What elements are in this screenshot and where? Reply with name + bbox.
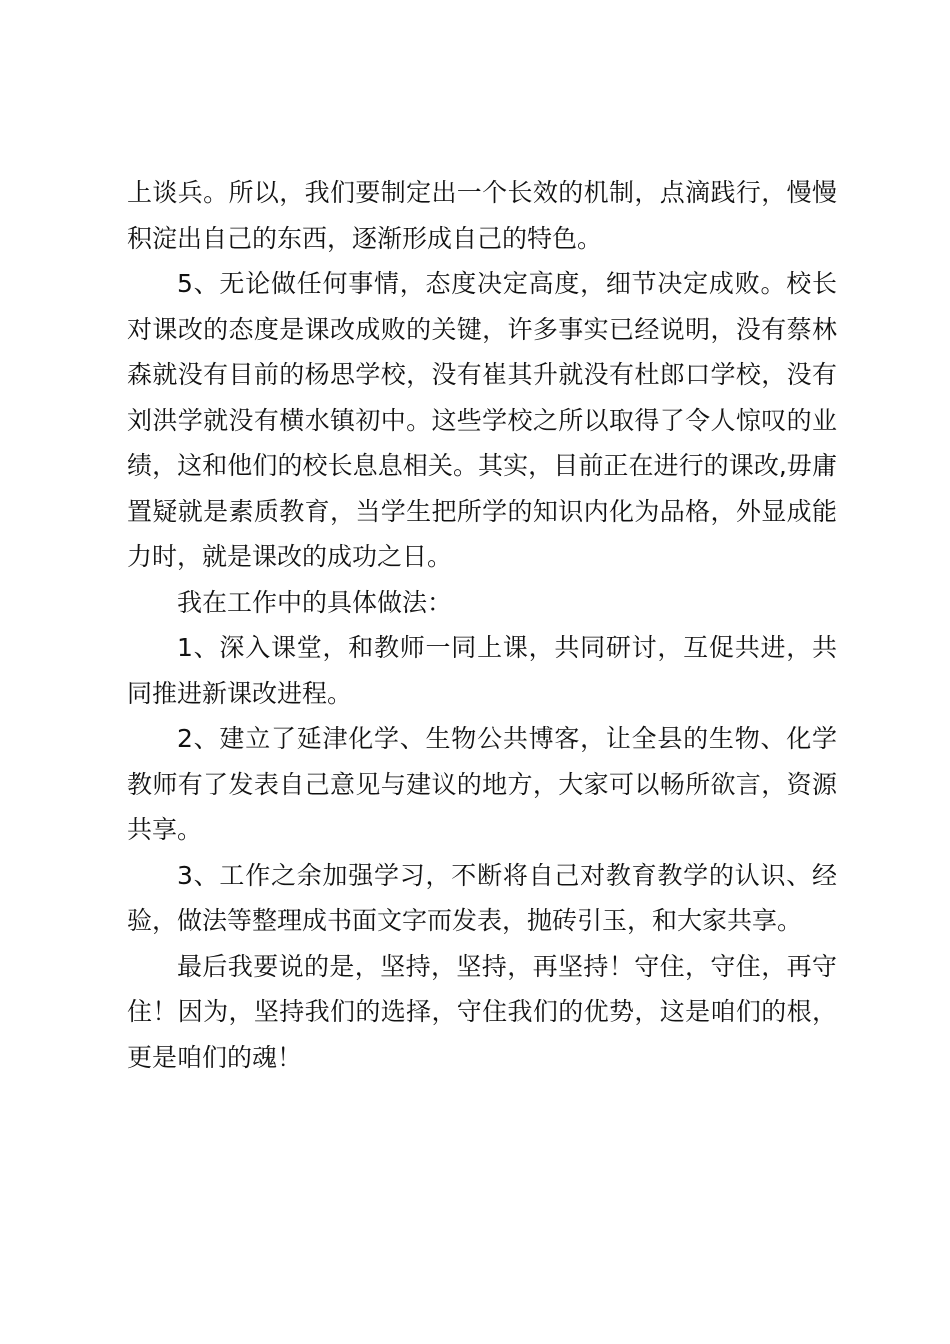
paragraph-point-5: 5、无论做任何事情，态度决定高度，细节决定成败。校长对课改的态度是课改成败的关键，许多事实已经说明，没有蔡林森就没有目前的杨思学校，没有崔其升就没有杜郎口学校，没有刘洪学就没有横水镇初中。这些学校之所以取得了令人惊叹的业绩，这和他们的校长息息相关。其实，目前正在进行的课改,毋庸置疑就是素质教育，当学生把所学的知识内化为品格，外显成能力时，就是课改的成功之日。 [127, 269, 837, 571]
paragraph-practice-2: 2、建立了延津化学、生物公共博客，让全县的生物、化学教师有了发表自己意见与建议的地方，大家可以畅所欲言，资源共享。 [127, 724, 837, 844]
paragraph-conclusion: 最后我要说的是，坚持，坚持，再坚持！守住，守住，再守住！因为，坚持我们的选择，守住我们的优势，这是咱们的根，更是咱们的魂！ [127, 951, 837, 1072]
paragraph-practice-1: 1、深入课堂，和教师一同上课，共同研讨，互促共进，共同推进新课改进程。 [127, 633, 837, 708]
paragraph-continuation: 上谈兵。所以，我们要制定出一个长效的机制，点滴践行，慢慢积淀出自己的东西，逐渐形成自己的特色。 [127, 178, 837, 253]
document-body [127, 170, 837, 1080]
paragraph-practice-heading: 我在工作中的具体做法： [177, 587, 453, 617]
paragraph-practice-3: 3、工作之余加强学习，不断将自己对教育教学的认识、经验，做法等整理成书面文字而发表，抛砖引玉，和大家共享。 [127, 860, 837, 935]
